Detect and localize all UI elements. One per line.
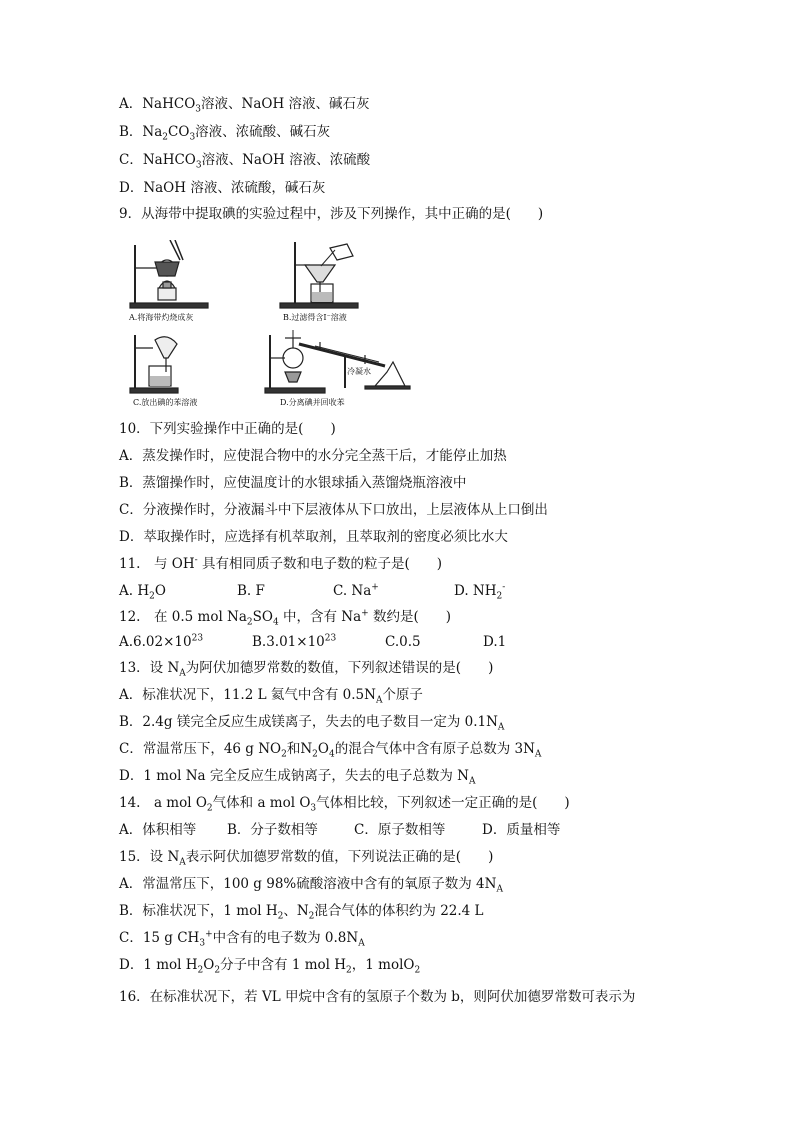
q12-option-a: $A.6.02\times 10^{23}$ [119, 633, 204, 650]
q12-option-d: D.1 [483, 634, 507, 650]
q15-stem: 15．设 $N_A$表示阿伏加德罗常数的值，下列说法正确的是( ) [119, 849, 494, 868]
q10-option-b: B．蒸馏操作时，应使温度计的水银球插入蒸馏烧瓶溶液中 [119, 475, 467, 491]
q14-stem: 14. a mol $O_2$气体和 a mol $O_3$气体相比较，下列叙述一定正确的是( ) [119, 795, 570, 814]
q11-option-a: A. $H_2O$ [119, 583, 166, 602]
q13-stem: 13．设 $N_A$为阿伏加德罗常数的数值，下列叙述错误的是( ) [119, 660, 494, 679]
apparatus-a-crucible [130, 240, 208, 308]
q12-options [119, 633, 506, 651]
q12-option-c: C.0.5 [385, 634, 421, 650]
q10-option-d: D．萃取操作时，应选择有机萃取剂，且萃取剂的密度必须比水大 [119, 529, 508, 545]
q14-option-d: D．质量相等 [482, 822, 561, 838]
q11-stem: 11. 与 OH- 具有相同质子数和电子数的粒子是( ) [119, 555, 442, 572]
apparatus-b-filtration [280, 242, 358, 308]
apparatus-d-caption: D.分离碘并回收苯 [280, 398, 345, 407]
q14-option-b: B．分子数相等 [227, 822, 318, 838]
q13-option-a: A．标准状况下，11.2 L 氦气中含有 $0.5N_A$个原子 [119, 687, 423, 706]
apparatus-b-caption: B.过滤得含I⁻溶液 [283, 313, 347, 322]
q13-option-c: C．常温常压下，46 g $NO_2$和$N_2O_4$的混合气体中含有原子总数为 $3N_A$ [119, 741, 542, 760]
q15-option-a: A．常温常压下，100 g 98%硫酸溶液中含有的氧原子数为 $4N_A$ [119, 876, 503, 895]
cold-water-label: 冷凝水 [347, 367, 371, 376]
q8-option-b: B．$Na_2CO_3$溶液、浓硫酸、碱石灰 [119, 124, 331, 143]
apparatus-a-caption: A.将海带灼烧成灰 [129, 313, 194, 322]
q14-options [119, 821, 560, 839]
q11-option-d: D. $NH_2^-$ [454, 582, 506, 602]
q13-option-b: B．2.4g 镁完全反应生成镁离子，失去的电子数目一定为 $0.1N_A$ [119, 714, 505, 733]
q14-option-c: C．原子数相等 [354, 822, 446, 838]
q10-stem: 10．下列实验操作中正确的是( ) [119, 421, 336, 437]
q8-option-a: A．NaHCO$_3$溶液、NaOH 溶液、碱石灰 [119, 96, 370, 115]
q9-stem: 9．从海带中提取碘的实验过程中，涉及下列操作，其中正确的是( ) [119, 206, 544, 222]
q8-option-d: D．NaOH 溶液、浓硫酸，碱石灰 [119, 180, 326, 196]
q11-options [119, 582, 505, 600]
q10-option-a: A．蒸发操作时，应使混合物中的水分完全蒸干后，才能停止加热 [119, 448, 507, 464]
apparatus-c-separatory-funnel [130, 335, 178, 393]
q9-apparatus-figure [125, 240, 415, 415]
q15-option-c: C．15 g $CH_3^+$中含有的电子数为 $0.8N_A$ [119, 929, 365, 949]
q13-option-d: D．1 mol Na 完全反应生成钠离子，失去的电子总数为 $N_A$ [119, 768, 476, 787]
q15-option-b: B．标准状况下，1 mol $H_2$、$N_2$混合气体的体积约为 22.4 L [119, 903, 484, 922]
q15-option-d: D．1 mol $H_2O_2$分子中含有 1 mol $H_2$，1 molO$_2$ [119, 957, 421, 976]
q14-option-a: A．体积相等 [119, 822, 197, 838]
q10-option-c: C．分液操作时，分液漏斗中下层液体从下口放出，上层液体从上口倒出 [119, 502, 548, 518]
q12-stem: 12. 在 0.5 mol $Na_2SO_4$ 中，含有 Na+ 数约是( ) [119, 608, 452, 628]
apparatus-d-distillation [265, 330, 410, 393]
q11-option-c: C. Na+ [333, 582, 379, 599]
q11-option-b: B. F [237, 583, 265, 599]
q16-stem: 16．在标准状况下，若 VL 甲烷中含有的氢原子个数为 b，则阿伏加德罗常数可表示为 [119, 989, 636, 1005]
apparatus-c-caption: C.放出碘的苯溶液 [133, 398, 198, 407]
q8-option-c: C．NaHCO$_3$溶液、NaOH 溶液、浓硫酸 [119, 152, 371, 171]
q12-option-b: $B.3.01\times 10^{23}$ [252, 633, 337, 650]
